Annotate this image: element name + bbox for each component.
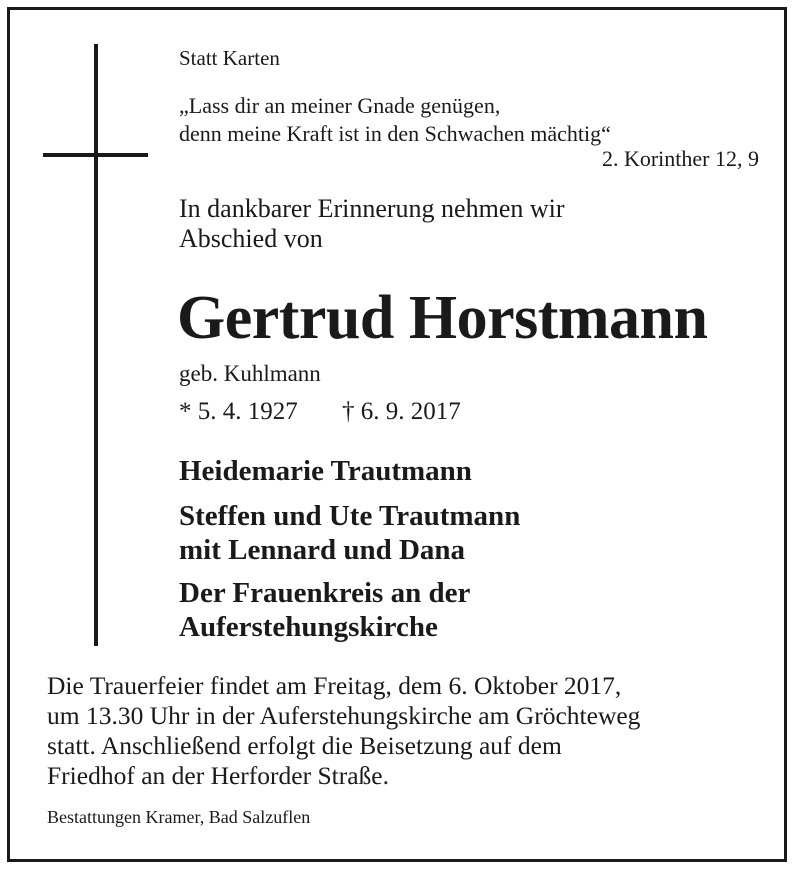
undertaker-credit: Bestattungen Kramer, Bad Salzuflen: [47, 807, 311, 827]
death-date: † 6. 9. 2017: [342, 398, 461, 425]
mourner-line: mit Lennard und Dana: [179, 534, 466, 566]
intro-text: [179, 194, 565, 254]
intro-line: Abschied von: [179, 224, 323, 253]
funeral-service-info: [47, 671, 640, 791]
verse-line: denn meine Kraft ist in den Schwachen mächtig“: [179, 121, 611, 146]
bible-verse: [179, 92, 611, 148]
mourner-line: Steffen und Ute Trautmann: [179, 500, 521, 532]
service-line: um 13.30 Uhr in der Auferstehungskirche am Gröchteweg: [47, 701, 641, 730]
cross-vertical-bar: [94, 44, 98, 646]
mourner-group: [179, 576, 470, 644]
verse-line: „Lass dir an meiner Gnade genügen,: [179, 93, 501, 118]
statt-karten-label: Statt Karten: [179, 46, 280, 70]
mourner-line: Heidemarie Trautmann: [179, 455, 472, 487]
mourner-line: Der Frauenkreis an der: [179, 577, 471, 609]
cross-horizontal-bar: [43, 153, 148, 157]
birth-name: geb. Kuhlmann: [179, 361, 321, 386]
mourner-line: Auferstehungskirche: [179, 611, 438, 643]
intro-line: In dankbarer Erinnerung nehmen wir: [179, 194, 565, 223]
service-line: statt. Anschließend erfolgt die Beisetzung auf dem: [47, 731, 562, 760]
service-line: Die Trauerfeier findet am Freitag, dem 6. Oktober 2017,: [47, 671, 622, 700]
mourner-group: [179, 499, 520, 567]
verse-reference: 2. Korinther 12, 9: [601, 146, 759, 171]
service-line: Friedhof an der Herforder Straße.: [47, 761, 389, 790]
deceased-name: Gertrud Horstmann: [177, 284, 708, 352]
mourner-group: [179, 454, 472, 488]
birth-date: * 5. 4. 1927: [179, 398, 298, 425]
